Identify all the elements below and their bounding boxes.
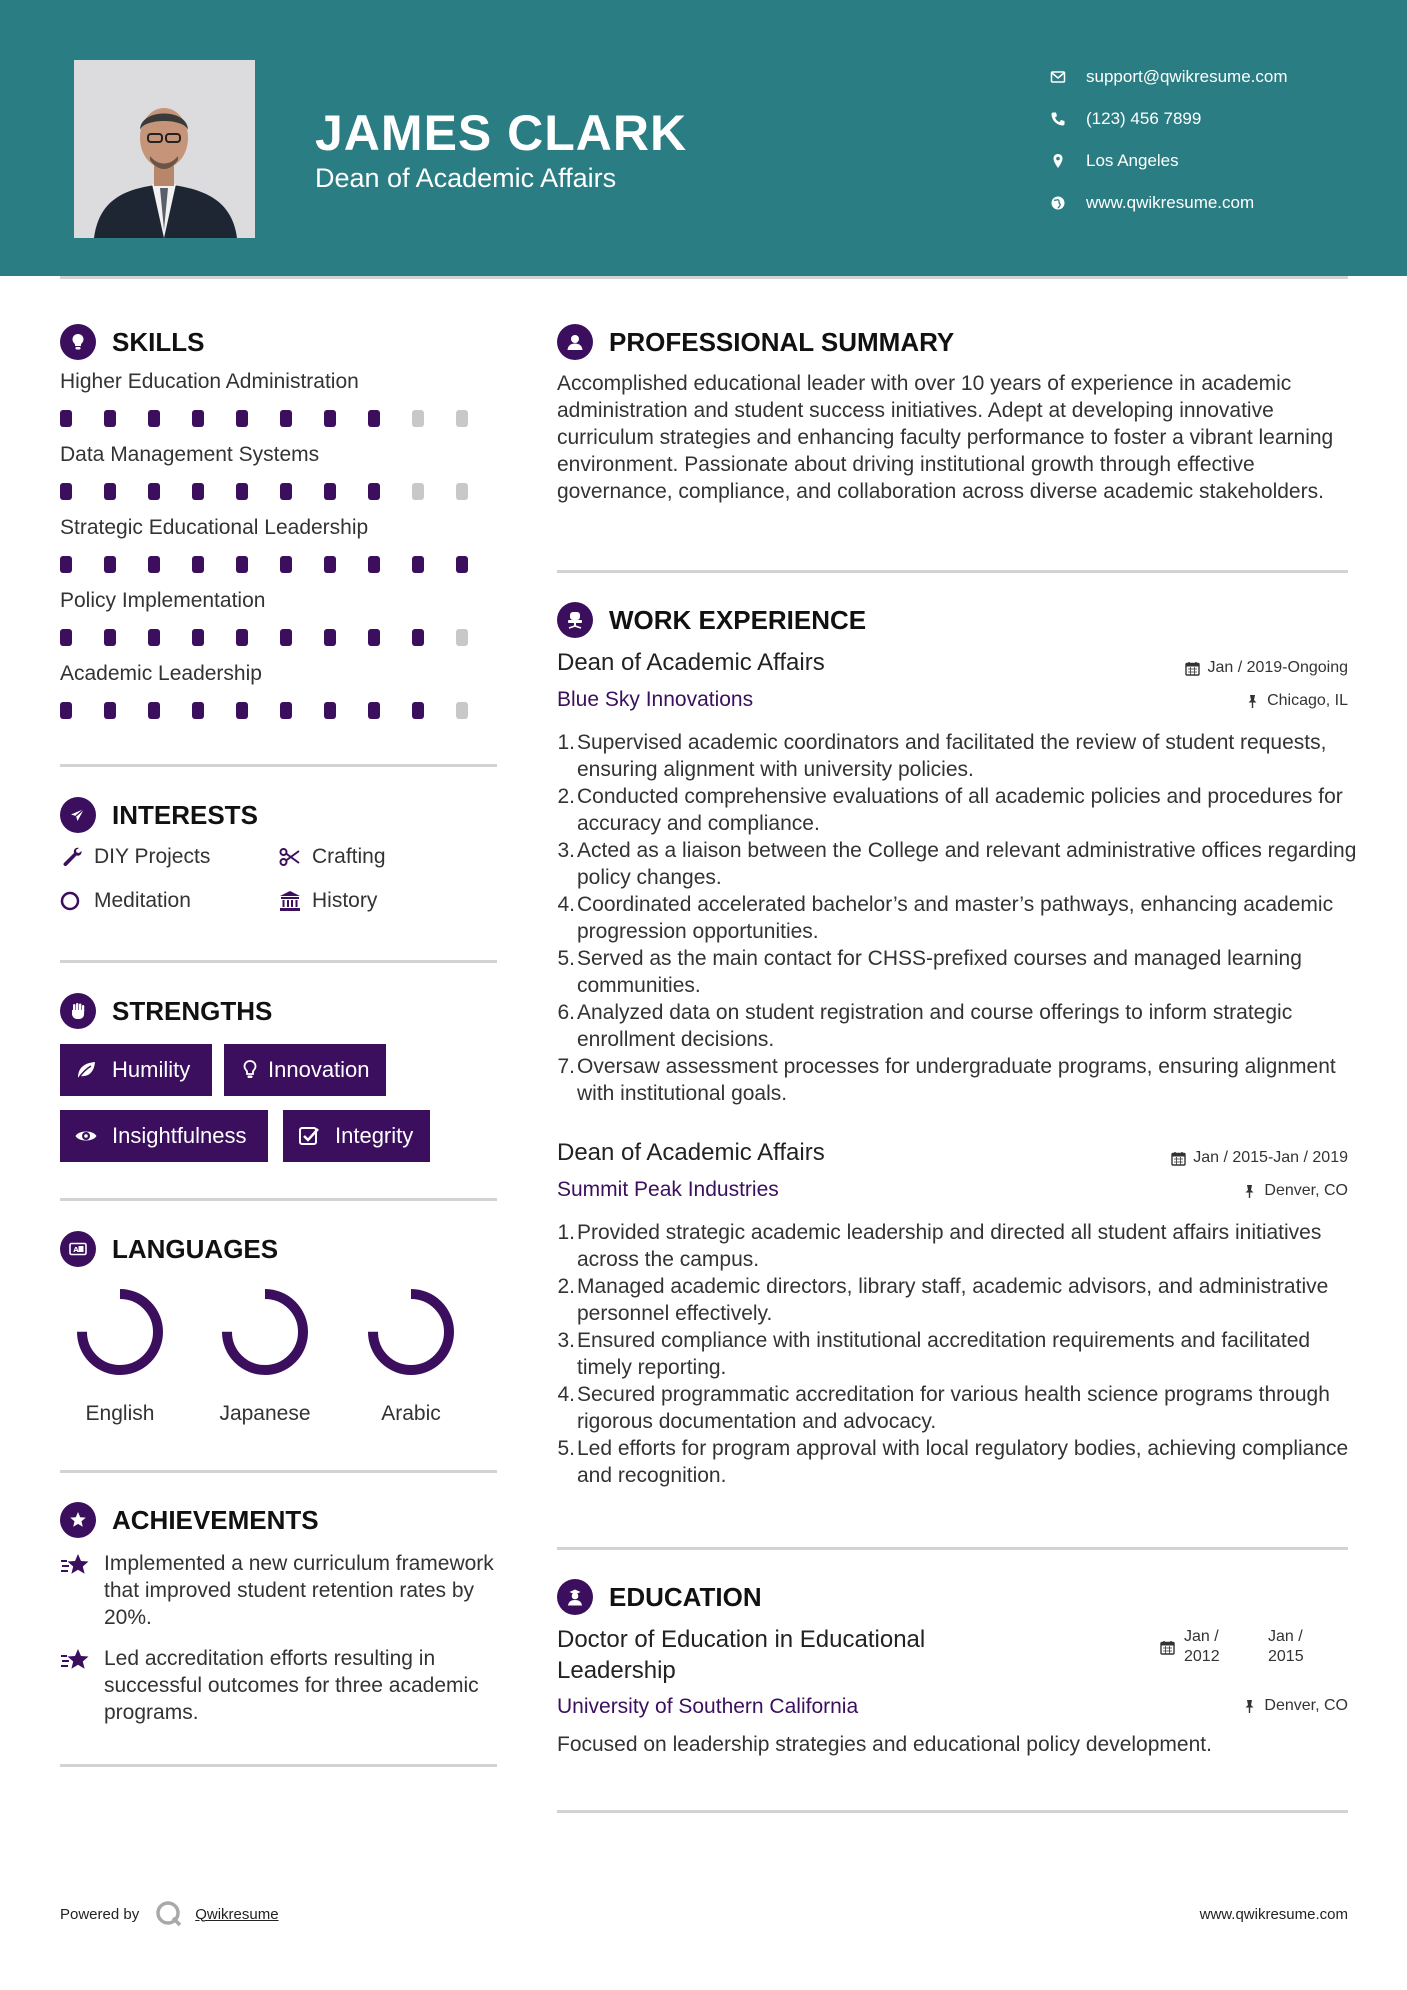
skills-title: SKILLS bbox=[112, 326, 205, 357]
rating-dot-filled bbox=[192, 410, 204, 427]
bullet-text: Provided strategic academic leadership and directed all student affairs initiatives across the campus. bbox=[577, 1221, 1322, 1271]
contact-location-text: Los Angeles bbox=[1086, 151, 1179, 170]
strength-label: Humility bbox=[112, 1057, 191, 1082]
skill-name: Data Management Systems bbox=[60, 443, 320, 466]
interest-item bbox=[278, 889, 377, 913]
bullet-text: Analyzed data on student registration and course offerings to inform strategic enrollment decisions. bbox=[577, 1001, 1293, 1051]
rating-dot-filled bbox=[192, 702, 204, 719]
achievement-text: Led accreditation efforts resulting in successful outcomes for three academic programs. bbox=[104, 1647, 479, 1724]
list-item: 1. Provided strategic academic leadership and directed all student affairs initiatives across the campus. bbox=[557, 1219, 1357, 1273]
rating-dot-empty bbox=[412, 483, 424, 500]
language-proficiency-arc bbox=[82, 1294, 158, 1370]
globe-icon bbox=[1050, 195, 1086, 211]
rating-dot-filled bbox=[324, 410, 336, 427]
experience-title: WORK EXPERIENCE bbox=[609, 604, 867, 635]
rating-dot-empty bbox=[412, 410, 424, 427]
interest-item bbox=[278, 845, 386, 869]
interest-label: History bbox=[312, 889, 378, 912]
skill-name: Higher Education Administration bbox=[60, 370, 359, 393]
list-item: 2. Conducted comprehensive evaluations of all academic policies and procedures for accuracy and compliance. bbox=[557, 783, 1357, 837]
education-title: EDUCATION bbox=[609, 1581, 762, 1612]
achievements-heading bbox=[60, 1502, 319, 1538]
strengths-title: STRENGTHS bbox=[112, 995, 273, 1026]
skill-rating bbox=[60, 556, 500, 573]
rating-dot-filled bbox=[324, 629, 336, 646]
rating-dot-filled bbox=[104, 483, 116, 500]
education-end-line-2: 2015 bbox=[1268, 1648, 1304, 1665]
summary-text: Accomplished educational leader with over 10 years of experience in academic administration and student success initiatives. Adept at developing innovative curriculum strategies and enhancing faculty performance to foster a vibrant learning environment. Passionate about driving institutional growth through effective governance, compliance, and collaboration across diverse academic stakeholders. bbox=[557, 372, 1334, 503]
strength-tag bbox=[60, 1110, 268, 1162]
job-dates-text: Jan / 2019-Ongoing bbox=[1207, 659, 1348, 676]
graduate-icon bbox=[557, 1579, 593, 1615]
list-item: 1. Supervised academic coordinators and facilitated the review of student requests, ensuring alignment with university policies. bbox=[557, 729, 1357, 783]
skill-item bbox=[60, 443, 500, 500]
job-location bbox=[1242, 1182, 1348, 1200]
contact-phone[interactable] bbox=[1050, 98, 1288, 140]
skill-name: Strategic Educational Leadership bbox=[60, 516, 369, 539]
language-item bbox=[346, 1286, 476, 1426]
school-name: University of Southern California bbox=[557, 1695, 859, 1718]
skill-rating bbox=[60, 483, 500, 500]
skill-rating bbox=[60, 702, 500, 719]
rating-dot-filled bbox=[368, 483, 380, 500]
rating-dot-filled bbox=[192, 483, 204, 500]
job-dates-text: Jan / 2015-Jan / 2019 bbox=[1193, 1149, 1348, 1166]
language-label: English bbox=[85, 1402, 155, 1425]
rating-dot-filled bbox=[192, 629, 204, 646]
job-dates bbox=[1185, 659, 1348, 677]
rating-dot-filled bbox=[148, 702, 160, 719]
rating-dot-filled bbox=[280, 629, 292, 646]
list-item: 5. Led efforts for program approval with local regulatory bodies, achieving compliance and recognition. bbox=[557, 1435, 1357, 1489]
job-company: Blue Sky Innovations bbox=[557, 688, 754, 711]
achievement-text: Implemented a new curriculum framework that improved student retention rates by 20%. bbox=[104, 1552, 494, 1629]
rating-dot-filled bbox=[280, 410, 292, 427]
job-title: Dean of Academic Affairs bbox=[557, 1139, 825, 1166]
languages-title: LANGUAGES bbox=[112, 1233, 279, 1264]
rating-dot-filled bbox=[148, 556, 160, 573]
contact-email-text: support@qwikresume.com bbox=[1086, 67, 1288, 86]
pushpin-icon bbox=[1242, 1699, 1257, 1714]
hand-icon bbox=[60, 993, 96, 1029]
strength-label: Insightfulness bbox=[112, 1123, 247, 1148]
interest-item bbox=[60, 845, 210, 869]
degree-title-line-2: Leadership bbox=[557, 1657, 676, 1684]
education-start-line-2: 2012 bbox=[1184, 1648, 1220, 1665]
bullet-text: Coordinated accelerated bachelor’s and master’s pathways, enhancing academic progression opportunities. bbox=[577, 893, 1334, 943]
check-square-icon bbox=[297, 1124, 335, 1148]
rating-dot-filled bbox=[368, 702, 380, 719]
education-location bbox=[1242, 1697, 1348, 1715]
rating-dot-filled bbox=[236, 556, 248, 573]
job-location-text: Chicago, IL bbox=[1267, 692, 1348, 709]
eye-icon bbox=[74, 1124, 112, 1148]
strength-label: Innovation bbox=[268, 1057, 370, 1082]
rating-dot-empty bbox=[456, 483, 468, 500]
strength-tag bbox=[283, 1110, 430, 1162]
contact-list bbox=[1050, 56, 1288, 224]
language-icon bbox=[60, 1231, 96, 1267]
rating-dot-filled bbox=[104, 629, 116, 646]
rating-dot-filled bbox=[60, 629, 72, 646]
rating-dot-filled bbox=[324, 556, 336, 573]
degree-title-line-1: Doctor of Education in Educational bbox=[557, 1626, 926, 1653]
rating-dot-empty bbox=[456, 702, 468, 719]
skill-rating bbox=[60, 410, 500, 427]
education-end-line-1: Jan / bbox=[1268, 1628, 1303, 1645]
skill-rating bbox=[60, 629, 500, 646]
skill-item bbox=[60, 589, 500, 646]
rating-dot-filled bbox=[148, 483, 160, 500]
language-ring bbox=[365, 1286, 457, 1378]
skill-name: Policy Implementation bbox=[60, 589, 266, 612]
achievement-item bbox=[60, 1645, 500, 1726]
calendar-icon bbox=[1171, 1151, 1186, 1166]
institution-icon bbox=[278, 889, 312, 913]
rating-dot-filled bbox=[236, 483, 248, 500]
section-divider bbox=[557, 1547, 1348, 1550]
rating-dot-filled bbox=[236, 410, 248, 427]
achievements-title: ACHIEVEMENTS bbox=[112, 1504, 319, 1535]
contact-email[interactable] bbox=[1050, 56, 1288, 98]
interests-heading bbox=[60, 797, 258, 833]
section-divider bbox=[60, 1764, 497, 1767]
list-item: 6. Analyzed data on student registration and course offerings to inform strategic enrollment decisions. bbox=[557, 999, 1357, 1053]
job-dates bbox=[1171, 1149, 1348, 1167]
job-bullets bbox=[557, 1219, 1357, 1489]
achievement-item bbox=[60, 1550, 500, 1631]
rating-dot-empty bbox=[456, 410, 468, 427]
qwikresume-logo-icon bbox=[155, 1900, 183, 1928]
skills-heading bbox=[60, 324, 204, 360]
education-heading bbox=[557, 1579, 762, 1615]
rating-dot-filled bbox=[412, 629, 424, 646]
envelope-icon bbox=[1050, 69, 1086, 85]
language-item bbox=[55, 1286, 185, 1426]
resume-header bbox=[0, 0, 1407, 276]
section-divider bbox=[60, 960, 497, 963]
star-icon bbox=[60, 1645, 104, 1726]
star-badge-icon bbox=[60, 1502, 96, 1538]
strength-tag bbox=[224, 1044, 386, 1096]
rating-dot-filled bbox=[148, 410, 160, 427]
user-icon bbox=[557, 324, 593, 360]
skill-item bbox=[60, 370, 500, 427]
scissors-icon bbox=[278, 845, 312, 869]
job-company: Summit Peak Industries bbox=[557, 1178, 779, 1201]
rating-dot-filled bbox=[104, 556, 116, 573]
language-label: Japanese bbox=[219, 1402, 311, 1425]
lightbulb-icon bbox=[238, 1058, 268, 1082]
rating-dot-filled bbox=[412, 702, 424, 719]
list-item: 4. Coordinated accelerated bachelor’s and master’s pathways, enhancing academic progression opportunities. bbox=[557, 891, 1357, 945]
bullet-text: Led efforts for program approval with local regulatory bodies, achieving compliance and recognition. bbox=[577, 1437, 1349, 1487]
rating-dot-filled bbox=[324, 702, 336, 719]
rating-dot-filled bbox=[368, 410, 380, 427]
wrench-icon bbox=[60, 845, 94, 869]
bullet-text: Oversaw assessment processes for undergraduate programs, ensuring alignment with institutional goals. bbox=[577, 1055, 1336, 1105]
rating-dot-filled bbox=[280, 702, 292, 719]
office-chair-icon bbox=[557, 602, 593, 638]
contact-location bbox=[1050, 140, 1288, 182]
language-proficiency-arc bbox=[373, 1294, 449, 1370]
languages-heading bbox=[60, 1231, 278, 1267]
rating-dot-filled bbox=[60, 483, 72, 500]
list-item: 5. Served as the main contact for CHSS-prefixed courses and managed learning communities. bbox=[557, 945, 1357, 999]
section-divider bbox=[557, 1810, 1348, 1813]
interest-label: Crafting bbox=[312, 845, 386, 868]
rating-dot-filled bbox=[280, 556, 292, 573]
interest-label: Meditation bbox=[94, 889, 191, 912]
powered-by-label: Powered by bbox=[60, 1905, 140, 1923]
circle-icon bbox=[60, 889, 94, 913]
rating-dot-filled bbox=[148, 629, 160, 646]
footer-url[interactable]: www.qwikresume.com bbox=[1199, 1906, 1348, 1923]
rating-dot-filled bbox=[104, 702, 116, 719]
lightbulb-icon bbox=[60, 324, 96, 360]
contact-website-text: www.qwikresume.com bbox=[1086, 193, 1255, 212]
rating-dot-filled bbox=[456, 556, 468, 573]
rating-dot-filled bbox=[236, 702, 248, 719]
job-title: Dean of Academic Affairs bbox=[557, 649, 825, 676]
rating-dot-filled bbox=[236, 629, 248, 646]
map-pin-icon bbox=[1050, 153, 1086, 169]
bullet-text: Managed academic directors, library staff, academic advisors, and administrative personnel effectively. bbox=[577, 1275, 1329, 1325]
list-item: 3. Ensured compliance with institutional accreditation requirements and facilitated timely reporting. bbox=[557, 1327, 1357, 1381]
job-location bbox=[1245, 692, 1348, 710]
skill-item bbox=[60, 516, 500, 573]
section-divider bbox=[557, 570, 1348, 573]
bullet-text: Conducted comprehensive evaluations of all academic policies and procedures for accuracy and compliance. bbox=[577, 785, 1343, 835]
rating-dot-filled bbox=[60, 556, 72, 573]
list-item: 2. Managed academic directors, library staff, academic advisors, and administrative personnel effectively. bbox=[557, 1273, 1357, 1327]
section-divider bbox=[60, 1470, 497, 1473]
language-ring bbox=[219, 1286, 311, 1378]
pushpin-icon bbox=[1242, 1184, 1257, 1199]
language-ring bbox=[74, 1286, 166, 1378]
skill-item bbox=[60, 662, 500, 719]
section-divider bbox=[60, 1198, 497, 1201]
language-item bbox=[200, 1286, 330, 1426]
rating-dot-filled bbox=[280, 483, 292, 500]
interest-label: DIY Projects bbox=[94, 845, 211, 868]
education-start-line-1: Jan / bbox=[1184, 1628, 1219, 1645]
strengths-heading bbox=[60, 993, 272, 1029]
interests-title: INTERESTS bbox=[112, 799, 258, 830]
rating-dot-filled bbox=[412, 556, 424, 573]
rating-dot-filled bbox=[60, 410, 72, 427]
list-item: 4. Secured programmatic accreditation for various health science programs through rigorous documentation and advocacy. bbox=[557, 1381, 1357, 1435]
star-icon bbox=[60, 1550, 104, 1631]
strength-tag bbox=[60, 1044, 212, 1096]
list-item: 3. Acted as a liaison between the College and relevant administrative offices regarding policy changes. bbox=[557, 839, 1357, 889]
bullet-text: Served as the main contact for CHSS-prefixed courses and managed learning communities. bbox=[577, 947, 1302, 997]
candidate-name: JAMES CLARK bbox=[315, 105, 688, 161]
rating-dot-empty bbox=[456, 629, 468, 646]
calendar-icon bbox=[1185, 661, 1200, 676]
leaf-icon bbox=[74, 1058, 112, 1082]
header-divider bbox=[60, 276, 1348, 279]
experience-heading bbox=[557, 602, 866, 638]
pushpin-icon bbox=[1245, 694, 1260, 709]
language-label: Arabic bbox=[381, 1402, 441, 1425]
summary-heading bbox=[557, 324, 954, 360]
list-item: 7. Oversaw assessment processes for undergraduate programs, ensuring alignment with institutional goals. bbox=[557, 1053, 1357, 1107]
section-divider bbox=[60, 764, 497, 767]
contact-website[interactable] bbox=[1050, 182, 1288, 224]
brand-link[interactable]: Qwikresume bbox=[195, 1905, 279, 1923]
strength-label: Integrity bbox=[335, 1123, 414, 1148]
calendar-icon bbox=[1160, 1640, 1175, 1655]
profile-photo bbox=[74, 60, 255, 238]
footer-powered-by bbox=[60, 1900, 279, 1928]
job-location-text: Denver, CO bbox=[1264, 1182, 1348, 1199]
language-proficiency-arc bbox=[227, 1294, 303, 1370]
svg-text:A: A bbox=[73, 1246, 79, 1254]
rating-dot-filled bbox=[368, 629, 380, 646]
skill-name: Academic Leadership bbox=[60, 662, 262, 685]
paper-plane-icon bbox=[60, 797, 96, 833]
bullet-text: Acted as a liaison between the College and relevant administrative offices regarding policy changes. bbox=[577, 839, 1357, 889]
education-dates bbox=[1160, 1628, 1320, 1670]
bullet-text: Secured programmatic accreditation for various health science programs through rigorous documentation and advocacy. bbox=[577, 1383, 1330, 1433]
phone-icon bbox=[1050, 111, 1086, 127]
rating-dot-filled bbox=[192, 556, 204, 573]
rating-dot-filled bbox=[104, 410, 116, 427]
education-description: Focused on leadership strategies and educational policy development. bbox=[557, 1733, 1212, 1756]
education-location-text: Denver, CO bbox=[1264, 1697, 1348, 1714]
summary-title: PROFESSIONAL SUMMARY bbox=[609, 326, 955, 357]
bullet-text: Supervised academic coordinators and facilitated the review of student requests, ensuring alignment with university policies. bbox=[577, 731, 1327, 781]
rating-dot-filled bbox=[368, 556, 380, 573]
job-bullets bbox=[557, 729, 1357, 1107]
rating-dot-filled bbox=[324, 483, 336, 500]
rating-dot-filled bbox=[60, 702, 72, 719]
interest-item bbox=[60, 889, 191, 913]
candidate-role: Dean of Academic Affairs bbox=[315, 163, 617, 193]
bullet-text: Ensured compliance with institutional accreditation requirements and facilitated timely reporting. bbox=[577, 1329, 1311, 1379]
contact-phone-text: (123) 456 7899 bbox=[1086, 109, 1202, 128]
